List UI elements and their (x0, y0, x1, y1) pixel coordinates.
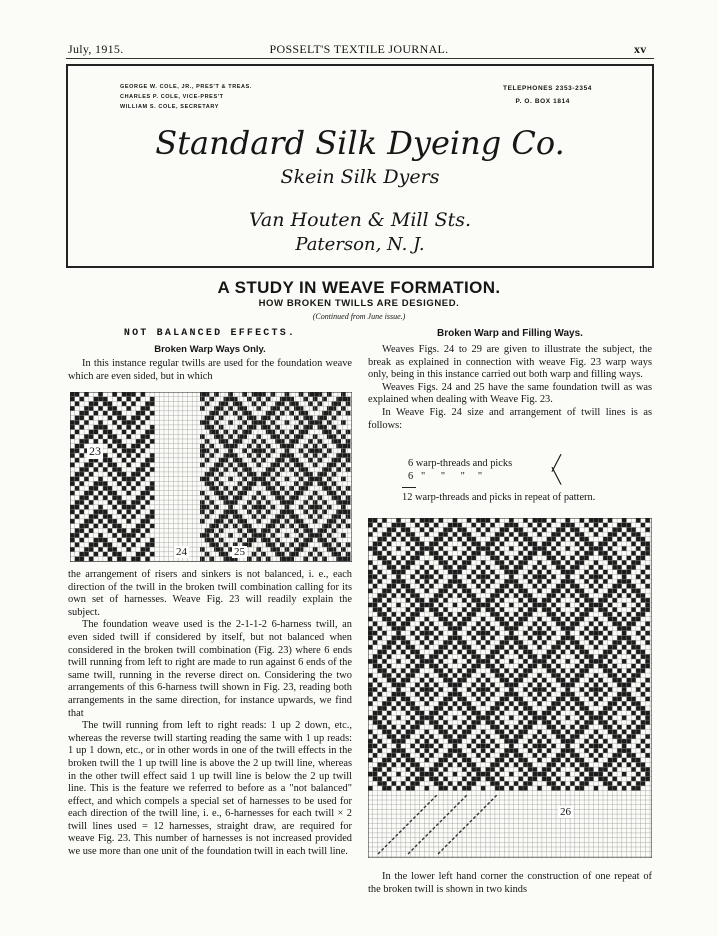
ad-city: Paterson, N. J. (295, 234, 425, 255)
header-date: July, 1915. (68, 42, 124, 56)
fig-label-23: 23 (89, 444, 101, 458)
article-title: A STUDY IN WEAVE FORMATION. (217, 278, 501, 297)
article-subtitle: HOW BROKEN TWILLS ARE DESIGNED. (258, 298, 460, 309)
ad-company-name: Standard Silk Dyeing Co. (155, 124, 565, 162)
left-heading: NOT BALANCED EFFECTS. (123, 328, 297, 339)
left-intro: In this instance regular twills are used for the foundation weave which are even sided, but in which (68, 358, 352, 382)
twill-table-total: 12 warp-threads and picks in repeat of pattern. (402, 492, 596, 503)
sum-rule (402, 487, 416, 488)
ad-street: Van Houten & Mill Sts. (248, 209, 472, 231)
twill-table-row-2: 6 " " " " (408, 471, 483, 482)
right-closing: In the lower left hand corner the construction of one repeat of the broken twill is shown in two kinds (368, 871, 652, 895)
advertisement-box (66, 64, 654, 268)
twill-direction-left-icon: ╱ (552, 456, 562, 472)
right-heading: Broken Warp and Filling Ways. (437, 328, 583, 339)
continued-note: (Continued from June issue.) (312, 312, 406, 321)
twill-direction-right-icon: ╲ (552, 469, 562, 485)
ad-contacts: TELEPHONES 2353-2354 P. O. BOX 1814 (503, 85, 592, 105)
left-body: the arrangement of risers and sinkers is not balanced, i. e., each direction of the twill in the broken twill combination calling for its own set of harnesses. Weave Fig. 23 will readily explain the subject. The foundation weave used is the 2-1-1-2 6-harness twill, an even sided twill if considered by itself, but not balanced when considered in the broken twill combination (Fig. 23) where 6 ends twill running from left to right are made to run against 6 ends of the same twill, running in the reverse direct on. Considering the two arrangements of this 6-harness twill shown in Fig. 23, reading both arrangements in the same direction, for instance upwards, we find that The twill running from left to right reads: 1 up 2 down, etc., whereas the reverse twill starting reading the same with 1 up reads: 1 up 1 down, etc., or in other words in one of the twill effects in the broken twill the 1 up twill line is above the 2 up twill line, whereas in the other twill effect said 1 up twill line is below the 2 up twill line. This is the feature we referred to before as a "not balanced" effect, and which compels a special set of harnesses to be used for each direction of the twill line, i. e., 6-harnesses for each twill × 2 twill lines used = 12 harnesses, straight draw, are required for weave Fig. 23. This number of harnesses is not increased provided we use more than one unit of the foundation twill in each twill line. (68, 569, 352, 858)
ad-officers: GEORGE W. COLE, JR., PRES'T & TREAS. CHARLES P. COLE, VICE-PRES'T WILLIAM S. COLE, SECRETARY (120, 84, 253, 110)
fig-label-24: 24 (176, 546, 187, 558)
fig-label-26: 26 (560, 806, 571, 818)
header-page-number: xv (634, 42, 647, 56)
right-body: Weaves Figs. 24 to 29 are given to illustrate the subject, the break as explained in connection with weave Fig. 23 warp ways only, being in this instance carried out both warp and filling ways. Weaves Figs. 24 and 25 have the same foundation twill as was explained when dealing with Weave Fig. 23. In Weave Fig. 24 size and arrangement of twill lines is as follows: (368, 344, 652, 431)
weave-figure-26 (368, 518, 652, 858)
left-subheading: Broken Warp Ways Only. (154, 344, 266, 355)
header-journal: POSSELT'S TEXTILE JOURNAL. (269, 42, 449, 56)
twill-table-row-1: 6 warp-threads and picks (408, 458, 513, 469)
header-rule (66, 58, 654, 59)
weave-figures-23-24-25 (70, 392, 352, 562)
fig-label-25: 25 (234, 546, 245, 558)
ad-trade: Skein Silk Dyers (280, 166, 440, 188)
